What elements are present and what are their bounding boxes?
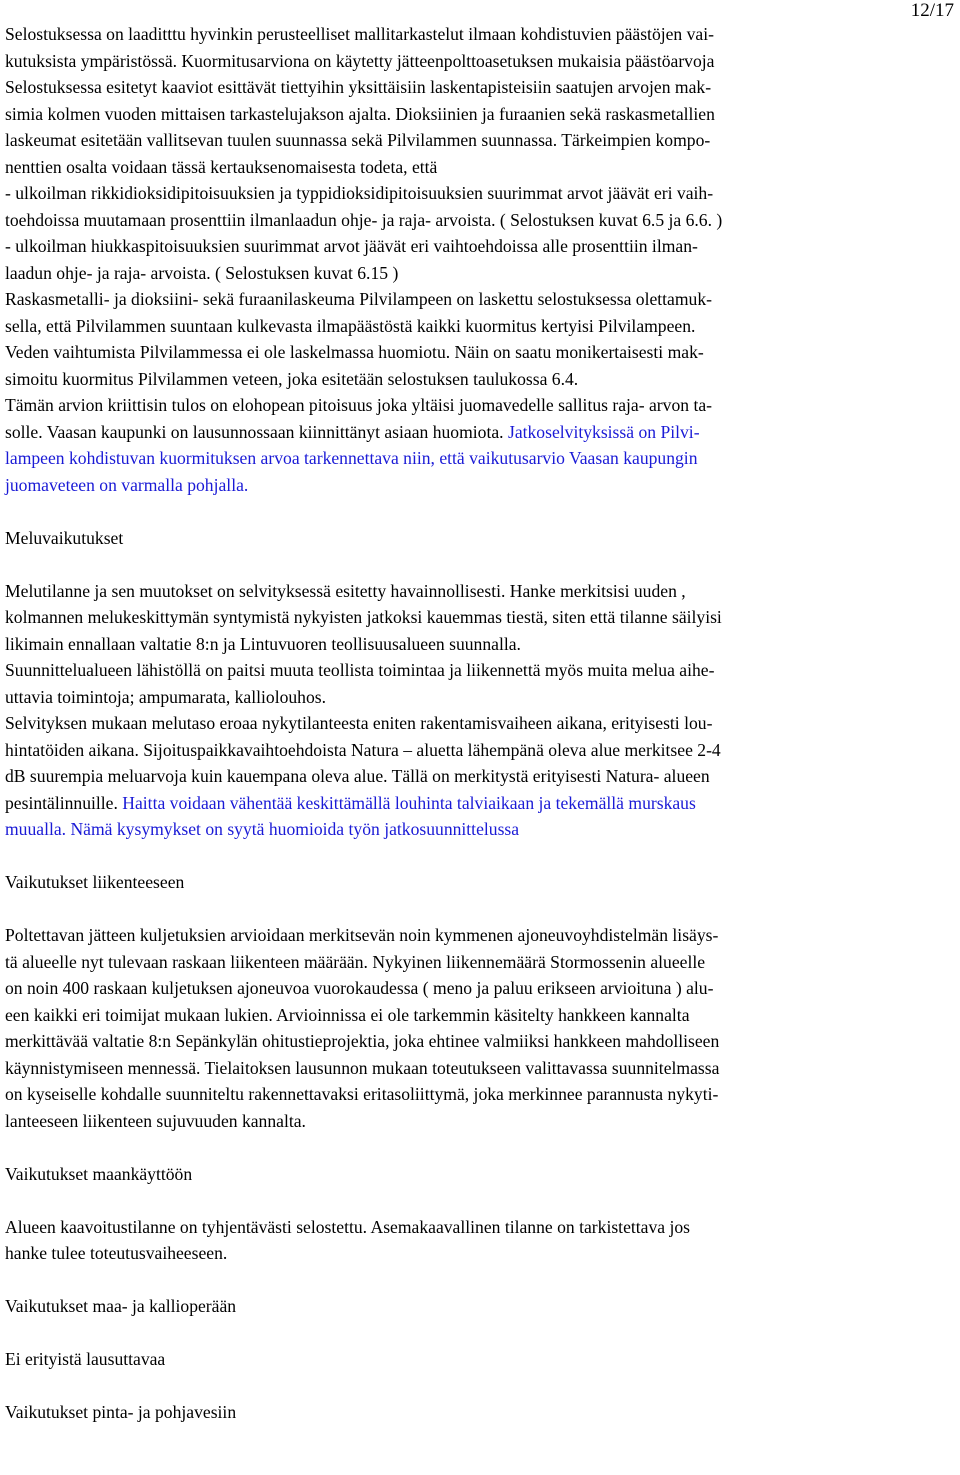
text-line <box>5 1108 955 1135</box>
text-segment: laadun ohje- ja raja- arvoista. ( Selostuksen kuvat 6.15 ) <box>5 262 399 283</box>
highlighted-text: Haitta voidaan vähentää keskittämällä louhinta talviaikaan ja tekemällä murskaus <box>122 792 696 813</box>
text-segment: on kyseiselle kohdalle suunniteltu rakennettavaksi eritasoliittymä, joka merkinnee parannusta nykyti- <box>5 1084 719 1104</box>
text-segment: Ei erityistä lausuttavaa <box>5 1349 166 1369</box>
highlighted-text: Jatkoselvityksissä on Pilvi- <box>507 421 700 442</box>
text-line <box>5 1240 955 1267</box>
text-segment: toehdoissa muutamaan prosenttiin ilmanlaadun ohje- ja raja- arvoista. ( Selostuksen kuvat 6.5 ja 6.6. ) <box>5 209 723 230</box>
text-line <box>5 339 955 366</box>
text-line <box>5 657 955 684</box>
text-segment: Selostuksessa on laaditttu hyvinkin perusteelliset mallitarkastelut ilmaan kohdistuvien päästöjen vai- <box>5 24 714 44</box>
paragraph-gap <box>5 551 955 578</box>
text-line <box>5 472 955 499</box>
text-line <box>5 869 955 896</box>
text-segment: Alueen kaavoitustilanne on tyhjentävästi selostettu. Asemakaavallinen tilanne on tarkistettava jos <box>5 1216 690 1237</box>
text-line <box>5 1028 955 1055</box>
page-number: 12/17 <box>910 0 954 21</box>
text-segment: simoitu kuormitus Pilvilammen veteen, joka esitetään selostuksen taulukossa 6.4. <box>5 368 579 389</box>
text-line <box>5 48 955 75</box>
text-segment: - ulkoilman rikkidioksidipitoisuuksien ja typpidioksidipitoisuuksien suurimmat arvot jäävät eri vaih- <box>5 183 714 203</box>
paragraph-gap <box>5 896 955 923</box>
text-line <box>5 631 955 658</box>
text-segment: käynnistymiseen mennessä. Tielaitoksen lausunnon mukaan toteutukseen valittavassa suunnitelmassa <box>5 1057 720 1078</box>
text-line <box>5 74 955 101</box>
paragraph-gap <box>5 1320 955 1347</box>
text-segment: kutuksista ympäristössä. Kuormitusarviona on käytetty jätteenpolttoasetuksen mukaisia päästöarvoja <box>5 50 715 71</box>
text-line <box>5 1055 955 1082</box>
text-segment: sella, että Pilvilammen suuntaan kulkevasta ilmapäästöstä kaikki kuormitus kertyisi Pilvilampeen. <box>5 315 696 336</box>
paragraph-gap <box>5 1134 955 1161</box>
text-segment: hanke tulee toteutusvaiheeseen. <box>5 1243 228 1263</box>
text-segment: dB suurempia meluarvoja kuin kauempana oleva alue. Tällä on merkitystä erityisesti Natura- alueen <box>5 766 710 786</box>
text-segment: Vaikutukset liikenteeseen <box>5 872 185 892</box>
text-line <box>5 260 955 287</box>
text-segment: Suunnittelualueen lähistöllä on paitsi muuta teollista toimintaa ja liikennettä myös muita melua aihe- <box>5 660 715 680</box>
highlighted-text: juomaveteen on varmalla pohjalla. <box>5 474 249 495</box>
text-line <box>5 975 955 1002</box>
text-segment: nenttien osalta voidaan tässä kertauksenomaisesta todeta, että <box>5 156 438 177</box>
text-line <box>5 366 955 393</box>
text-line <box>5 710 955 737</box>
text-segment: Poltettavan jätteen kuljetuksien arvioidaan merkitsevän noin kymmenen ajoneuvoyhdistelmän lisäys- <box>5 925 719 945</box>
text-line <box>5 233 955 260</box>
text-line <box>5 101 955 128</box>
text-line <box>5 392 955 419</box>
text-line <box>5 763 955 790</box>
paragraph-gap <box>5 843 955 870</box>
text-line <box>5 127 955 154</box>
text-line <box>5 313 955 340</box>
highlighted-text: muualla. Nämä kysymykset on syytä huomioida työn jatkosuunnittelussa <box>5 819 520 839</box>
text-line <box>5 578 955 605</box>
text-line <box>5 180 955 207</box>
text-line <box>5 1346 955 1373</box>
text-segment: Raskasmetalli- ja dioksiini- sekä furaanilaskeuma Pilvilampeen on laskettu selostuksessa olettamuk- <box>5 289 713 309</box>
text-line <box>5 684 955 711</box>
text-line <box>5 790 955 817</box>
text-segment: likimain ennallaan valtatie 8:n ja Lintuvuoren teollisuusalueen suunnalla. <box>5 633 521 654</box>
text-segment: uttavia toimintoja; ampumarata, kalliolouhos. <box>5 686 327 707</box>
text-segment: merkittävää valtatie 8:n Sepänkylän ohitustieprojektia, joka ehtinee valmiiksi hankkeen mahdolliseen <box>5 1031 720 1051</box>
text-segment: pesintälinnuille. <box>5 792 123 813</box>
text-line <box>5 737 955 764</box>
text-line <box>5 1002 955 1029</box>
paragraph-gap <box>5 498 955 525</box>
text-line <box>5 922 955 949</box>
text-line <box>5 1161 955 1188</box>
text-line <box>5 1081 955 1108</box>
highlighted-text: lampeen kohdistuvan kuormituksen arvoa tarkennettava niin, että vaikutusarvio Vaasan kaupungin <box>5 448 698 468</box>
text-segment: - ulkoilman hiukkaspitoisuuksien suurimmat arvot jäävät eri vaihtoehdoissa alle prosenttiin ilman- <box>5 236 698 256</box>
paragraph-gap <box>5 1373 955 1400</box>
text-segment: Meluvaikutukset <box>5 527 124 548</box>
text-line <box>5 1214 955 1241</box>
text-line <box>5 949 955 976</box>
text-segment: hintatöiden aikana. Sijoituspaikkavaihtoehdoista Natura – aluetta lähempänä oleva alue merkitsee 2-4 <box>5 739 721 760</box>
text-line <box>5 1399 955 1426</box>
text-segment: lanteeseen liikenteen sujuvuuden kannalta. <box>5 1110 306 1131</box>
text-line <box>5 525 955 552</box>
paragraph-gap <box>5 1187 955 1214</box>
text-line <box>5 419 955 446</box>
text-line <box>5 286 955 313</box>
text-segment: een kaikki eri toimijat mukaan lukien. Arvioinnissa ei ole tarkemmin käsitelty hankkeen kannalta <box>5 1004 690 1025</box>
text-segment: Tämän arvion kriittisin tulos on elohopean pitoisuus joka yltäisi juomavedelle sallitus raja- arvon ta- <box>5 395 713 415</box>
text-segment: Veden vaihtumista Pilvilammessa ei ole laskelmassa huomiotu. Näin on saatu monikertaisesti mak- <box>5 342 704 362</box>
text-segment: tä alueelle nyt tulevaan raskaan liikenteen määrään. Nykyinen liikennemäärä Stormossenin alueelle <box>5 951 706 972</box>
text-line <box>5 604 955 631</box>
text-segment: Vaikutukset pinta- ja pohjavesiin <box>5 1402 237 1422</box>
text-line <box>5 1293 955 1320</box>
text-segment: Vaikutukset maankäyttöön <box>5 1163 193 1184</box>
paragraph-gap <box>5 1267 955 1294</box>
text-segment: kolmannen melukeskittymän syntymistä nykyisten jatkoksi kauemmas tiestä, siten että tilanne säilyisi <box>5 607 722 627</box>
text-segment: laskeumat esitetään vallitsevan tuulen suunnassa sekä Pilvilammen suunnassa. Tärkeimpien kompo- <box>5 130 711 150</box>
text-line <box>5 445 955 472</box>
text-segment: Selostuksessa esitetyt kaaviot esittävät tiettyihin yksittäisiin laskentapisteisiin saatujen arvojen mak- <box>5 77 712 97</box>
text-line <box>5 816 955 843</box>
text-line <box>5 154 955 181</box>
text-segment: solle. Vaasan kaupunki on lausunnossaan kiinnittänyt asiaan huomiota. <box>5 421 508 442</box>
text-segment: Vaikutukset maa- ja kallioperään <box>5 1296 237 1316</box>
document-body <box>5 21 955 1426</box>
text-segment: simia kolmen vuoden mittaisen tarkastelujakson ajalta. Dioksiinien ja furaanien sekä raskasmetallien <box>5 103 715 124</box>
text-line <box>5 21 955 48</box>
text-segment: Selvityksen mukaan melutaso eroaa nykytilanteesta eniten rakentamisvaiheen aikana, erityisesti lou- <box>5 713 713 733</box>
text-segment: on noin 400 raskaan kuljetuksen ajoneuvoa vuorokaudessa ( meno ja paluu erikseen arvioituna ) alu- <box>5 978 714 998</box>
text-segment: Melutilanne ja sen muutokset on selvityksessä esitetty havainnollisesti. Hanke merkitsisi uuden , <box>5 580 686 601</box>
text-line <box>5 207 955 234</box>
